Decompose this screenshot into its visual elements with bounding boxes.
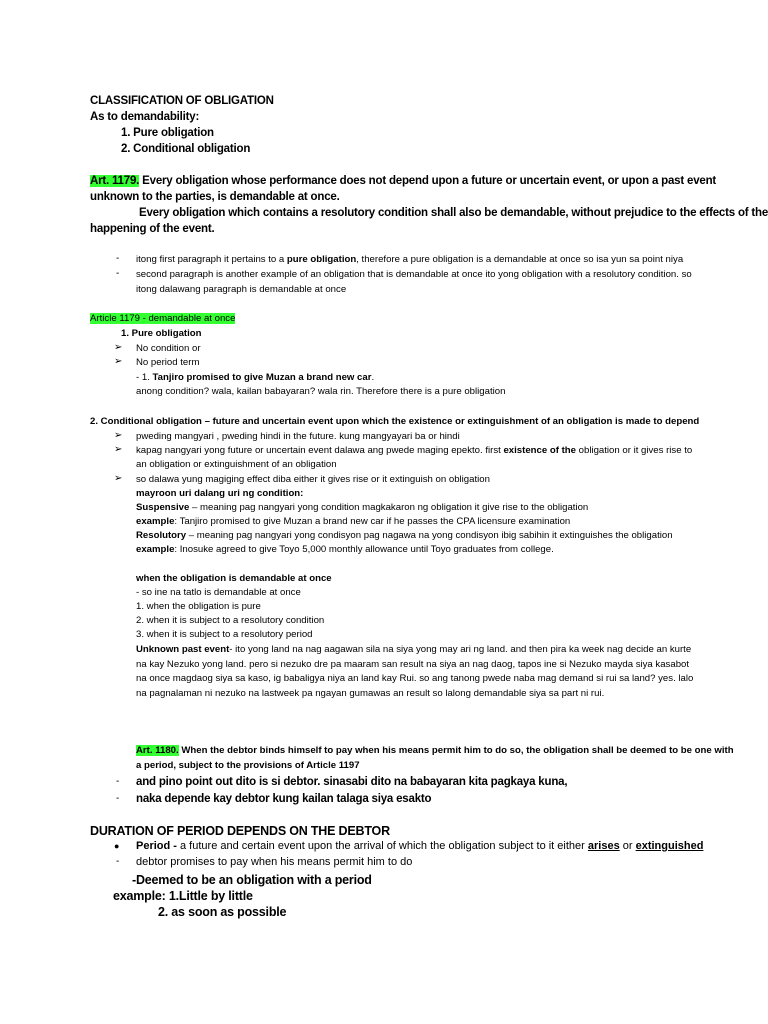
when-line-2: 1. when the obligation is pure	[136, 601, 261, 612]
note-2-cont: itong dalawang paragraph is demandable at once	[136, 284, 347, 295]
art-1180-note-1: and pino point out dito is si debtor. sinasabi dito na babayaran kita pagkaya kuna,	[136, 776, 568, 788]
conditional-bullet-2-cont: an obligation or extinguishment of an obligation	[136, 459, 337, 470]
when-line-1: - so ine na tatlo is demandable at once	[136, 587, 301, 598]
pure-obligation-title: 1. Pure obligation	[121, 328, 202, 339]
demandability-label: As to demandability:	[90, 111, 200, 123]
art-1180-label: Art. 1180.	[136, 745, 179, 756]
arrow-bullet: ➢	[114, 342, 123, 353]
when-line-4: 3. when it is subject to a resolutory period	[136, 629, 313, 640]
resolutory-def: Resolutory – meaning pag nangyari yong condisyon pag nagawa na yong condisyon ibig sabihin it extinguishes the obligation	[136, 530, 673, 541]
article-1179-highlight: Article 1179 - demandable at once	[90, 313, 236, 324]
note-1: itong first paragraph it pertains to a pure obligation, therefore a pure obligation is a demandable at once so isa yun sa point niya	[136, 254, 684, 265]
note-2: second paragraph is another example of an obligation that is demandable at once ito yong obligation with a resolutory condition. so	[136, 269, 692, 280]
art-1179-label: Art. 1179.	[90, 175, 140, 187]
art-1179-line4: happening of the event.	[90, 223, 215, 235]
suspensive-example: example: Tanjiro promised to give Muzan a brand new car if he passes the CPA licensure examination	[136, 516, 571, 527]
dash-bullet: -	[116, 268, 120, 279]
kinds-of-condition: mayroon uri dalang uri ng condition:	[136, 488, 304, 499]
dot-bullet: ●	[114, 841, 120, 851]
pure-example-explain: anong condition? wala, kailan babayaran? wala rin. Therefore there is a pure obligation	[136, 386, 506, 397]
suspensive-def: Suspensive – meaning pag nangyari yong condition magkakaron ng obligation it give rise to the obligation	[136, 502, 589, 513]
art-1179-line1: Art. 1179. Every obligation whose performance does not depend upon a future or uncertain event, or upon a past event	[90, 175, 717, 187]
period-def: Period - a future and certain event upon the arrival of which the obligation subject to it either arises or extinguished	[136, 840, 704, 852]
doc-title: CLASSIFICATION OF OBLIGATION	[90, 95, 274, 107]
unknown-past-event-4: na pagnalaman ni nezuko na lastweek pa ngayan gumawas an result so lalong demandable siya sa part ni rui.	[136, 688, 605, 699]
dash-bullet: -	[116, 253, 120, 264]
arrow-bullet: ➢	[114, 430, 123, 441]
unknown-past-event-2: na kay Nezuko yong land. pero si nezuko dre pa maaram san result na siya an nag daog, tapos ine si Nezuko mayda siya kasabot	[136, 659, 690, 670]
list-item-conditional: 2. Conditional obligation	[121, 143, 251, 155]
art-1179-line3: Every obligation which contains a resolutory condition shall also be demandable, without prejudice to the effects of the	[139, 207, 768, 219]
arrow-bullet: ➢	[114, 444, 123, 455]
unknown-past-event: Unknown past event- ito yong land na nag aagawan sila na siya yong may ari ng land. and then pira ka week nag decide an kurte	[136, 644, 692, 655]
example-1: example: 1.Little by little	[113, 889, 253, 903]
pure-example: - 1. Tanjiro promised to give Muzan a brand new car.	[136, 372, 375, 383]
dash-bullet: -	[116, 776, 120, 787]
art-1180-note-2: naka depende kay debtor kung kailan talaga siya esakto	[136, 793, 432, 805]
when-line-3: 2. when it is subject to a resolutory condition	[136, 615, 325, 626]
dash-bullet: -	[116, 793, 120, 804]
conditional-bullet-3: so dalawa yung magiging effect diba either it gives rise or it extinguish on obligation	[136, 474, 490, 485]
example-2: 2. as soon as possible	[158, 905, 287, 919]
arrow-bullet: ➢	[114, 356, 123, 367]
arrow-bullet: ➢	[114, 473, 123, 484]
art-1179-line2: unknown to the parties, is demandable at once.	[90, 191, 340, 203]
conditional-bullet-2: kapag nangyari yong future or uncertain event dalawa ang pwede maging epekto. first existence of the obligation or it gives rise to	[136, 445, 693, 456]
pure-item-1: No condition or	[136, 343, 201, 354]
list-item-pure: 1. Pure obligation	[121, 127, 214, 139]
deemed-period: -Deemed to be an obligation with a period	[132, 873, 372, 887]
unknown-past-event-3: na once magdaog siya sa kaso, ig babaligya niya an land kay Rui. so ang tanong pwede naba mag demand si rui sa land? yes. lalo	[136, 673, 694, 684]
conditional-title: 2. Conditional obligation – future and uncertain event upon which the existence or extinguishment of an obligation is made to depend	[90, 416, 700, 427]
art-1180-line1: Art. 1180. When the debtor binds himself to pay when his means permit him to do so, the obligation shall be deemed to be one with	[136, 745, 734, 756]
duration-title: DURATION OF PERIOD DEPENDS ON THE DEBTOR	[90, 824, 390, 838]
resolutory-example: example: Inosuke agreed to give Toyo 5,000 monthly allowance until Toyo graduates from college.	[136, 544, 554, 555]
period-note: debtor promises to pay when his means permit him to do	[136, 856, 413, 868]
art-1180-line2: a period, subject to the provisions of Article 1197	[136, 760, 360, 771]
conditional-bullet-1: pweding mangyari , pweding hindi in the future. kung mangyayari ba or hindi	[136, 431, 460, 442]
pure-item-2: No period term	[136, 357, 200, 368]
dash-bullet: -	[116, 856, 120, 867]
when-demandable-title: when the obligation is demandable at once	[136, 573, 332, 584]
